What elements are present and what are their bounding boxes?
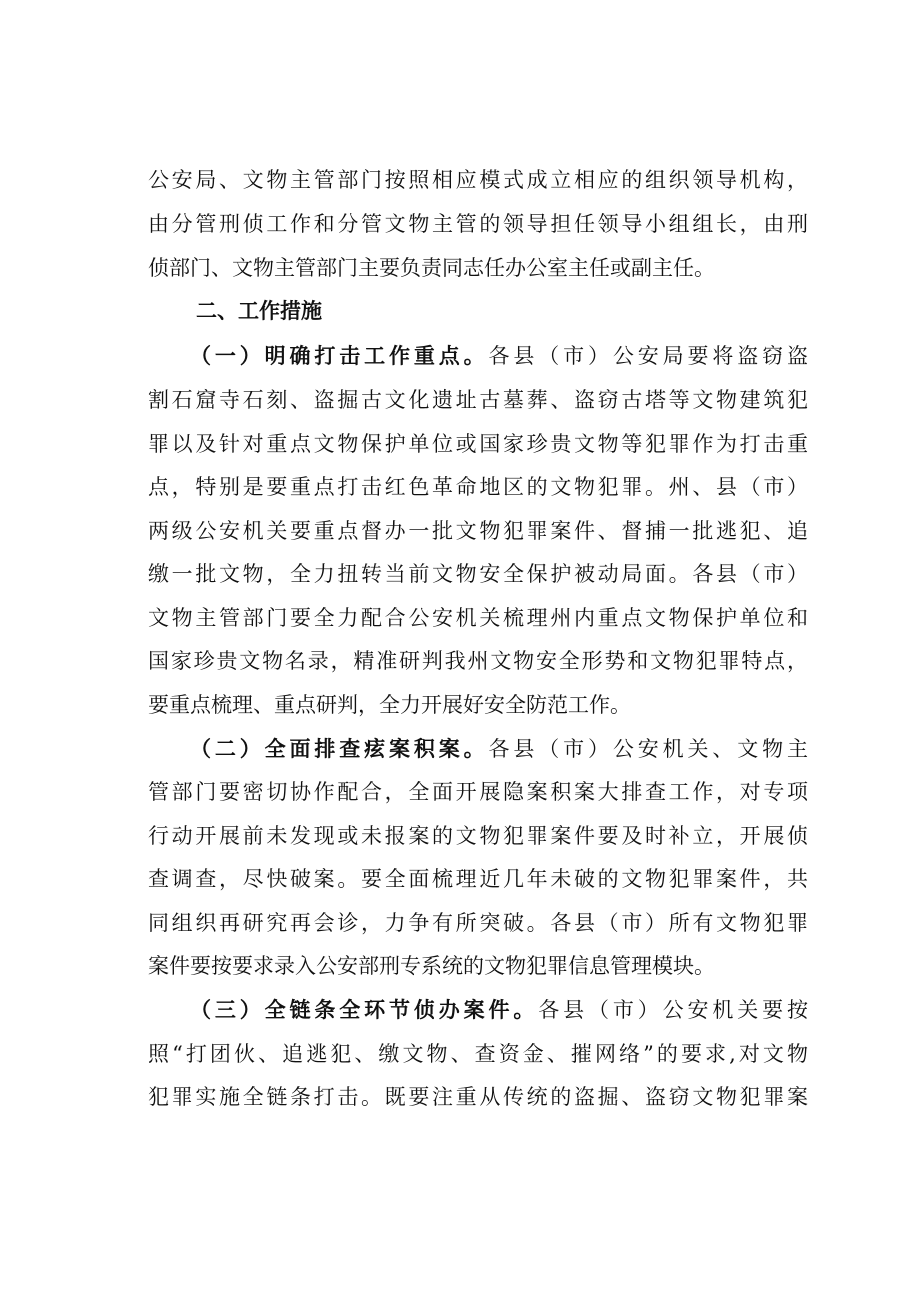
paragraph-line: 照“打团伙、追逃犯、缴文物、查资金、摧网络”的要求,对文物: [148, 1042, 808, 1066]
paragraph-line: 案件要按要求录入公安部刑专系统的文物犯罪信息管理模块。: [148, 954, 715, 978]
paragraph-first-line: [190, 729, 808, 769]
paragraph-line: 同组织再研究再会诊，力争有所突破。各县（市）所有文物犯罪: [148, 911, 808, 935]
section-heading: 二、工作措施: [196, 299, 322, 323]
paragraph-text: 各县（市）公安机关、文物主: [488, 737, 808, 761]
paragraph-line: 管部门要密切协作配合，全面开展隐案积案大排查工作，对专项: [148, 780, 808, 804]
paragraph-line: 查调查，尽快破案。要全面梳理近几年未破的文物犯罪案件，共: [148, 867, 808, 891]
paragraph-line: 割石窟寺石刻、盗掘古文化遗址古墓葬、盗窃古塔等文物建筑犯: [148, 388, 808, 412]
paragraph-line: 要重点梳理、重点研判，全力开展好安全防范工作。: [148, 693, 631, 717]
paragraph-line: 行动开展前未发现或未报案的文物犯罪案件要及时补立，开展侦: [148, 824, 808, 848]
paragraph-first-line: [190, 990, 808, 1030]
paragraph-line: 国家珍贵文物名录，精准研判我州文物安全形势和文物犯罪特点，: [148, 649, 808, 673]
paragraph-line: 犯罪实施全链条打击。既要注重从传统的盗掘、盗窃文物犯罪案: [148, 1085, 808, 1109]
paragraph-title: （一）明确打击工作重点。: [190, 344, 489, 368]
intro-line: 由分管刑侦工作和分管文物主管的领导担任领导小组组长，由刑: [148, 212, 808, 236]
paragraph-line: 两级公安机关要重点督办一批文物犯罪案件、督捕一批逃犯、追: [148, 519, 808, 543]
paragraph-text: 各县（市）公安局要将盗窃盗: [488, 344, 808, 368]
paragraph-text: 各县（市）公安机关要按: [538, 998, 808, 1022]
paragraph-line: 缴一批文物，全力扭转当前文物安全保护被动局面。各县（市）: [148, 562, 808, 586]
intro-line: 侦部门、文物主管部门主要负责同志任办公室主任或副主任。: [148, 256, 715, 280]
paragraph-title: （二）全面排查痃案积案。: [190, 737, 489, 761]
paragraph-first-line: [190, 336, 808, 376]
paragraph-line: 点，特别是要重点打击红色革命地区的文物犯罪。州、县（市）: [148, 475, 808, 499]
intro-line: 公安局、文物主管部门按照相应模式成立相应的组织领导机构，: [148, 168, 808, 192]
paragraph-line: 罪以及针对重点文物保护单位或国家珍贵文物等犯罪作为打击重: [148, 432, 808, 456]
paragraph-line: 文物主管部门要全力配合公安机关梳理州内重点文物保护单位和: [148, 606, 808, 630]
paragraph-title: （三）全链条全环节侦办案件。: [190, 998, 539, 1022]
